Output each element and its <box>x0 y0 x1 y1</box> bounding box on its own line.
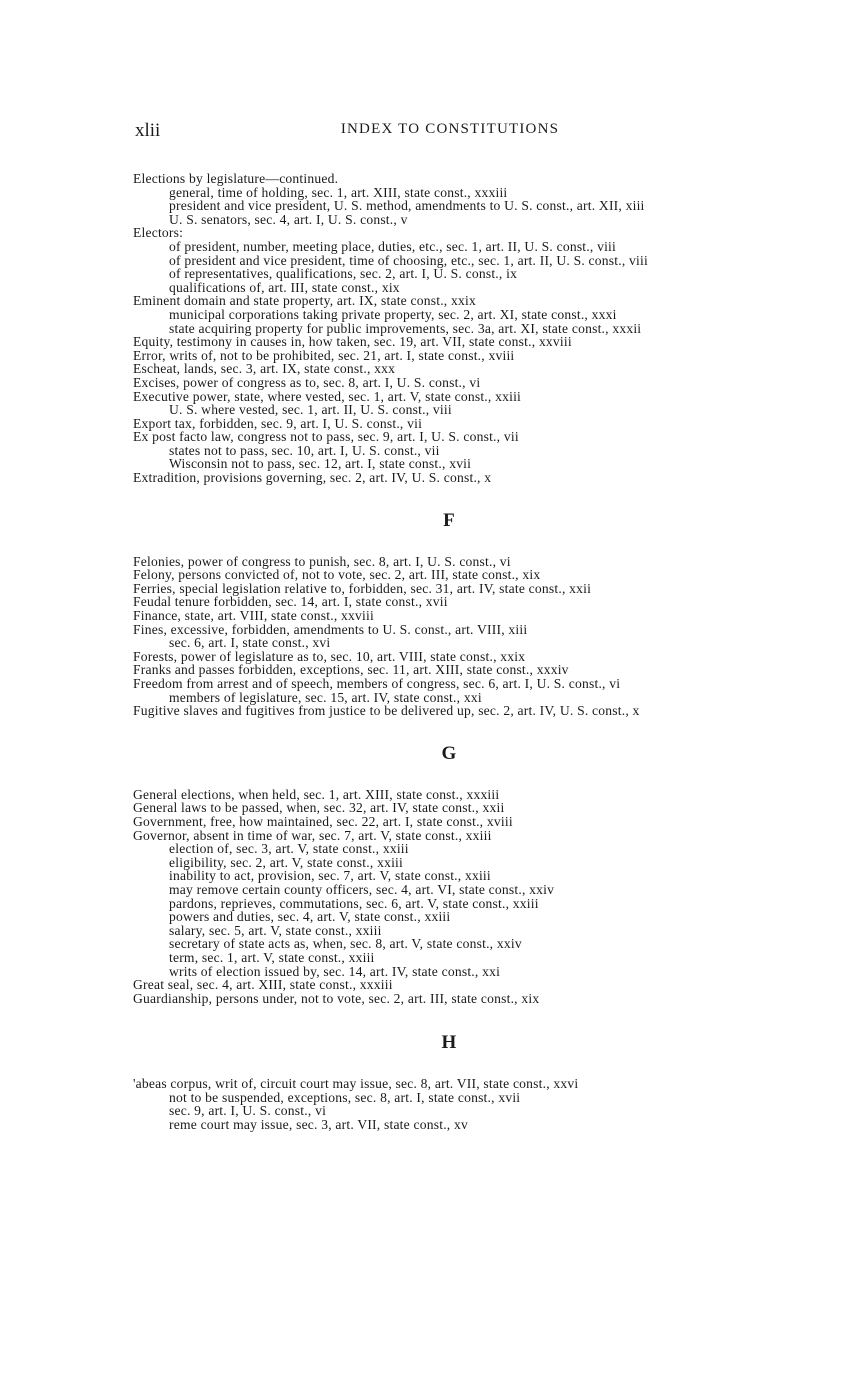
index-entry: Forests, power of legislature as to, sec. 10, art. VIII, state const., xxix <box>133 648 526 664</box>
index-entry: Export tax, forbidden, sec. 9, art. I, U. S. const., vii <box>133 415 423 431</box>
index-entry: Equity, testimony in causes in, how taken, sec. 19, art. VII, state const., xxviii <box>133 334 572 350</box>
index-entry: Government, free, how maintained, sec. 22, art. I, state const., xviii <box>133 813 513 829</box>
index-entry: Ex post facto law, congress not to pass, sec. 9, art. I, U. S. const., vii <box>133 429 519 445</box>
index-subentry: inability to act, provision, sec. 7, art. V, state const., xxiii <box>169 868 491 884</box>
index-entry: Electors: <box>133 225 184 241</box>
index-section <box>133 510 765 718</box>
index-subentry: of representatives, qualifications, sec. 2, art. I, U. S. const., ix <box>169 266 518 282</box>
index-subentry: powers and duties, sec. 4, art. V, state const., xxiii <box>169 909 451 925</box>
index-entry: Escheat, lands, sec. 3, art. IX, state const., xxx <box>133 361 396 377</box>
index-entry: Fugitive slaves and fugitives from justice to be delivered up, sec. 2, art. IV, U. S. const., x <box>133 703 640 719</box>
index-entry: Elections by legislature—continued. <box>133 171 339 186</box>
index-subentry: sec. 6, art. I, state const., xvi <box>169 635 331 651</box>
index-entry: Freedom from arrest and of speech, members of congress, sec. 6, art. I, U. S. const., vi <box>133 676 621 691</box>
index-subentry: secretary of state acts as, when, sec. 8, art. V, state const., xxiv <box>169 936 522 952</box>
index-entry: Ferries, special legislation relative to, forbidden, sec. 31, art. IV, state const., xxii <box>133 580 592 596</box>
index-subentry: writs of election issued by, sec. 14, art. IV, state const., xxi <box>169 963 501 979</box>
index-subentry: Wisconsin not to pass, sec. 12, art. I, state const., xvii <box>169 456 472 472</box>
index-entry: Felony, persons convicted of, not to vote, sec. 2, art. III, state const., xix <box>133 567 541 583</box>
index-section <box>133 743 765 1006</box>
index-entry: Franks and passes forbidden, exceptions, sec. 11, art. XIII, state const., xxxiv <box>133 662 569 678</box>
running-title: INDEX TO CONSTITUTIONS <box>340 121 560 137</box>
index-subentry: U. S. where vested, sec. 1, art. II, U. S. const., viii <box>169 402 452 418</box>
index-subentry: qualifications of, art. III, state const., xix <box>169 279 400 295</box>
index-entry: Executive power, state, where vested, sec. 1, art. V, state const., xxiii <box>133 388 522 404</box>
index-entry: General laws to be passed, when, sec. 32, art. IV, state const., xxii <box>133 800 505 816</box>
index-subentry: eligibility, sec. 2, art. V, state const., xxiii <box>169 854 403 870</box>
index-subentry: term, sec. 1, art. V, state const., xxiii <box>169 949 375 965</box>
index-subentry: president and vice president, U. S. method, amendments to U. S. const., art. XII, xiii <box>169 198 645 214</box>
index-entry: Felonies, power of congress to punish, sec. 8, art. I, U. S. const., vi <box>133 553 511 569</box>
index-entry: Feudal tenure forbidden, sec. 14, art. I, state const., xvii <box>133 594 448 610</box>
index-entry: General elections, when held, sec. 1, art. XIII, state const., xxxiii <box>133 786 500 802</box>
index-subentry: municipal corporations taking private property, sec. 2, art. XI, state const., xxxi <box>169 306 617 322</box>
index-entry: 'abeas corpus, writ of, circuit court may issue, sec. 8, art. VII, state const., xxvi <box>133 1076 579 1092</box>
index-subentry: salary, sec. 5, art. V, state const., xxiii <box>169 922 382 938</box>
index-subentry: sec. 9, art. I, U. S. const., vi <box>169 1103 327 1119</box>
index-entry: Error, writs of, not to be prohibited, sec. 21, art. I, state const., xviii <box>133 347 515 363</box>
index-entry: Excises, power of congress as to, sec. 8, art. I, U. S. const., vi <box>133 374 481 390</box>
index-entry: Eminent domain and state property, art. IX, state const., xxix <box>133 293 476 309</box>
index-subentry: states not to pass, sec. 10, art. I, U. S. const., vii <box>169 442 440 458</box>
index-section <box>133 1032 765 1131</box>
index-section <box>133 172 765 485</box>
index-entry: Extradition, provisions governing, sec. 2, art. IV, U. S. const., x <box>133 470 492 486</box>
index-subentry: of president, number, meeting place, duties, etc., sec. 1, art. II, U. S. const., viii <box>169 238 617 254</box>
index-subentry: state acquiring property for public improvements, sec. 3a, art. XI, state const., xxxii <box>169 320 642 336</box>
index-subentry: may remove certain county officers, sec. 4, art. VI, state const., xxiv <box>169 881 555 897</box>
index-subentry: general, time of holding, sec. 1, art. XIII, state const., xxxiii <box>169 184 508 200</box>
page-header <box>135 118 765 144</box>
index-entry: Guardianship, persons under, not to vote, sec. 2, art. III, state const., xix <box>133 990 540 1006</box>
index-subentry: reme court may issue, sec. 3, art. VII, state const., xv <box>169 1117 468 1133</box>
index-entry: Finance, state, art. VIII, state const., xxviii <box>133 608 374 624</box>
section-letter-heading: G <box>441 742 457 764</box>
index-entry: Governor, absent in time of war, sec. 7, art. V, state const., xxiii <box>133 827 492 843</box>
index-subentry: of president and vice president, time of choosing, etc., sec. 1, art. II, U. S. const., viii <box>169 252 648 268</box>
section-letter-heading: H <box>441 1032 457 1054</box>
section-letter-heading: F <box>443 509 455 531</box>
index-entry: Great seal, sec. 4, art. XIII, state const., xxxiii <box>133 977 393 993</box>
index-subentry: U. S. senators, sec. 4, art. I, U. S. const., v <box>169 211 408 227</box>
index-subentry: election of, sec. 3, art. V, state const., xxiii <box>169 841 409 857</box>
index-subentry: not to be suspended, exceptions, sec. 8, art. I, state const., xvii <box>169 1089 521 1105</box>
index-body <box>133 172 765 1132</box>
page-number: xlii <box>135 120 161 141</box>
index-entry: Fines, excessive, forbidden, amendments to U. S. const., art. VIII, xiii <box>133 621 528 637</box>
index-subentry: members of legislature, sec. 15, art. IV, state const., xxi <box>169 689 482 705</box>
index-subentry: pardons, reprieves, commutations, sec. 6, art. V, state const., xxiii <box>169 895 539 911</box>
